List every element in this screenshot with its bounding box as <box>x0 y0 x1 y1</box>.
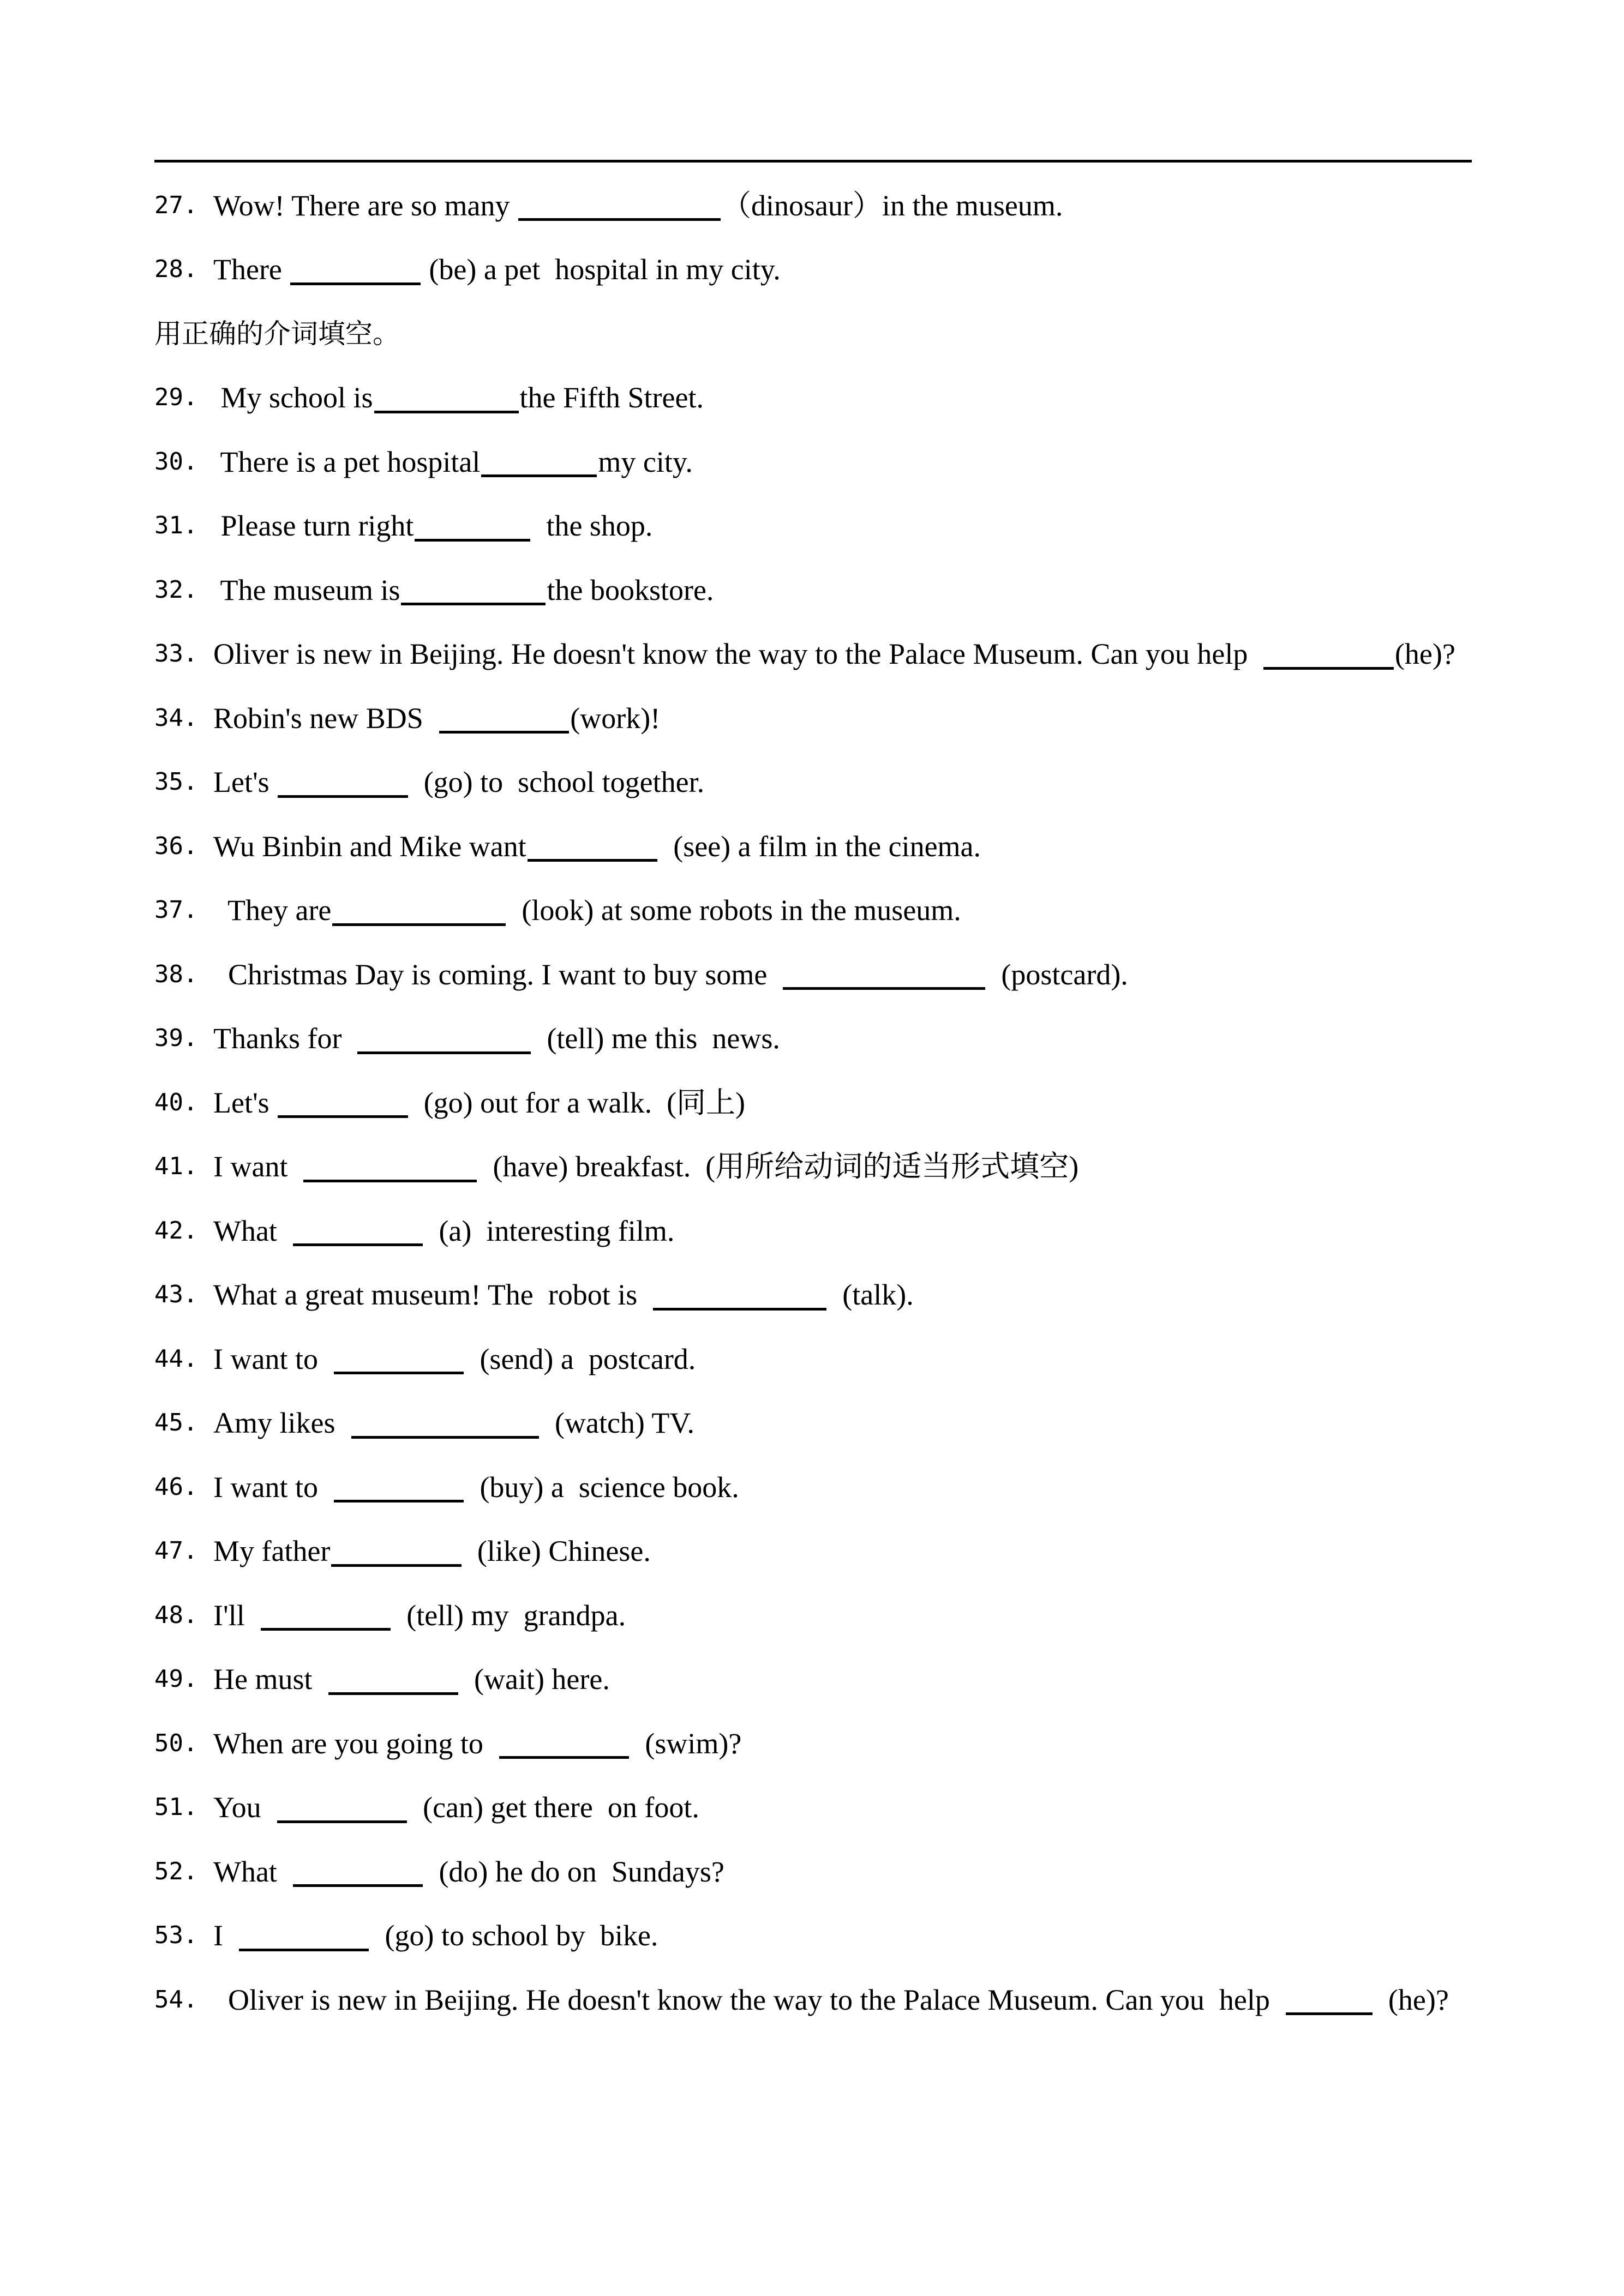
question-number: 41. <box>154 1152 198 1181</box>
question-text-before: Please turn right <box>213 509 414 543</box>
question-number: 46. <box>154 1472 198 1501</box>
question-text-before: What <box>213 1855 292 1888</box>
question-row <box>154 1391 1485 1456</box>
question-number: 49. <box>154 1665 198 1693</box>
question-text-after: the shop. <box>531 509 653 543</box>
question-row <box>154 366 1485 430</box>
question-row <box>154 1776 1485 1840</box>
question-number: 48. <box>154 1601 198 1629</box>
question-row <box>154 1263 1485 1327</box>
question-number: 47. <box>154 1537 198 1565</box>
question-row <box>154 1968 1485 2032</box>
section-heading <box>154 302 1485 366</box>
question-text-after: (do) he do on Sundays? <box>424 1855 724 1888</box>
question-row <box>154 494 1485 558</box>
question-text-after: (can) get there on foot. <box>408 1791 699 1824</box>
answer-blank[interactable] <box>277 1799 408 1823</box>
question-number: 42. <box>154 1216 198 1245</box>
answer-blank[interactable] <box>481 453 597 477</box>
answer-blank[interactable] <box>653 1286 826 1311</box>
question-text-before: There is a pet hospital <box>213 445 481 478</box>
question-text-before: Amy likes <box>213 1407 350 1440</box>
question-text-before: I want <box>213 1150 303 1183</box>
section-heading-text: 用正确的介词填空。 <box>154 317 400 350</box>
question-text-after: the Fifth Street. <box>519 381 704 414</box>
answer-blank[interactable] <box>1263 645 1394 670</box>
question-row <box>154 686 1485 750</box>
question-row <box>154 1648 1485 1712</box>
question-text-before: I want to <box>213 1342 333 1375</box>
answer-blank[interactable] <box>293 1222 423 1246</box>
question-text-before: You <box>213 1791 276 1824</box>
question-text-before: Robin's new BDS <box>213 701 438 735</box>
question-row <box>154 942 1485 1007</box>
question-number: 51. <box>154 1793 198 1822</box>
question-text-after: (talk). <box>828 1278 914 1312</box>
answer-blank[interactable] <box>334 1478 464 1502</box>
question-row <box>154 1840 1485 1904</box>
question-number: 36. <box>154 832 198 860</box>
question-number: 33. <box>154 640 198 668</box>
question-text-before: They are <box>213 894 332 927</box>
question-number: 31. <box>154 512 198 540</box>
question-row <box>154 1135 1485 1199</box>
answer-blank[interactable] <box>261 1606 391 1631</box>
question-text-before: My father <box>213 1535 331 1568</box>
answer-blank[interactable] <box>1286 1991 1373 2015</box>
question-text-before: I <box>213 1919 238 1952</box>
question-number: 50. <box>154 1729 198 1757</box>
answer-blank[interactable] <box>499 1734 630 1759</box>
answer-blank[interactable] <box>290 261 421 285</box>
question-row <box>154 622 1485 687</box>
answer-blank[interactable] <box>783 965 985 990</box>
question-row <box>154 1199 1485 1263</box>
question-number: 37. <box>154 896 198 924</box>
question-text-after: (have) breakfast. (用所给动词的适当形式填空) <box>478 1150 1079 1183</box>
question-text-after: (like) Chinese. <box>462 1535 651 1568</box>
answer-blank[interactable] <box>439 709 570 734</box>
question-number: 44. <box>154 1344 198 1373</box>
question-text-after: (he)? <box>1394 638 1455 671</box>
question-row <box>154 1711 1485 1776</box>
answer-blank[interactable] <box>528 837 658 862</box>
question-text-after: (he)? <box>1373 1983 1449 2016</box>
question-row <box>154 1519 1485 1584</box>
question-text-before: The museum is <box>213 573 400 606</box>
question-row <box>154 558 1485 622</box>
question-text-after: (go) out for a walk. (同上) <box>409 1086 746 1119</box>
question-row <box>154 1455 1485 1519</box>
question-row <box>154 814 1485 879</box>
question-number: 43. <box>154 1281 198 1309</box>
answer-blank[interactable] <box>239 1927 369 1951</box>
question-text-after: my city. <box>598 445 693 478</box>
question-text-after: (buy) a science book. <box>465 1470 739 1504</box>
question-text-before: What a great museum! The robot is <box>213 1278 652 1312</box>
answer-blank[interactable] <box>351 1414 540 1439</box>
question-text-before: Let's <box>213 766 277 799</box>
question-number: 54. <box>154 1985 198 2013</box>
question-number: 30. <box>154 447 198 476</box>
header-rule <box>154 160 1472 163</box>
question-text-after: (go) to school together. <box>409 766 705 799</box>
question-number: 45. <box>154 1409 198 1437</box>
question-text-after: (send) a postcard. <box>465 1342 696 1375</box>
question-text-before: Wu Binbin and Mike want <box>213 830 526 863</box>
question-row <box>154 430 1485 494</box>
question-row <box>154 238 1485 302</box>
question-text-before: Christmas Day is coming. I want to buy some <box>213 958 782 991</box>
question-number: 35. <box>154 768 198 796</box>
answer-blank[interactable] <box>278 773 408 798</box>
answer-blank[interactable] <box>328 1670 459 1695</box>
question-text-before: There <box>213 253 290 286</box>
answer-blank[interactable] <box>334 1350 464 1374</box>
question-number: 32. <box>154 575 198 604</box>
question-text-before: Wow! There are so many <box>213 189 517 222</box>
question-row <box>154 1583 1485 1648</box>
question-text-before: I'll <box>213 1598 260 1632</box>
question-text-after: (a) interesting film. <box>424 1214 675 1247</box>
question-number: 28. <box>154 255 198 284</box>
question-text-after: (work)! <box>570 701 661 735</box>
question-row <box>154 1327 1485 1391</box>
question-row <box>154 750 1485 815</box>
question-text-after: (swim)? <box>630 1727 742 1760</box>
question-text-after: (look) at some robots in the museum. <box>507 894 961 927</box>
question-text-after: (watch) TV. <box>540 1407 694 1440</box>
question-text-after: (wait) here. <box>459 1663 610 1696</box>
question-number: 27. <box>154 191 198 219</box>
answer-blank[interactable] <box>293 1862 423 1887</box>
answer-blank[interactable] <box>401 581 546 605</box>
question-row <box>154 1071 1485 1135</box>
answer-blank[interactable] <box>278 1093 408 1118</box>
question-row <box>154 879 1485 943</box>
question-text-after: (postcard). <box>986 958 1128 991</box>
question-number: 29. <box>154 383 198 412</box>
question-text-before: Oliver is new in Beijing. He doesn't know the way to the Palace Museum. Can you help <box>213 638 1263 671</box>
question-text-before: What <box>213 1214 292 1247</box>
question-text-after: （dinosaur）in the museum. <box>721 189 1063 222</box>
question-text-after: (be) a pet hospital in my city. <box>421 253 781 286</box>
question-number: 52. <box>154 1857 198 1885</box>
question-text-after: (go) to school by bike. <box>370 1919 658 1952</box>
question-text-before: He must <box>213 1663 327 1696</box>
answer-blank[interactable] <box>303 1158 477 1182</box>
question-text-after: the bookstore. <box>547 573 714 606</box>
question-text-before: Let's <box>213 1086 277 1119</box>
question-number: 38. <box>154 960 198 988</box>
answer-blank[interactable] <box>332 901 506 926</box>
question-number: 34. <box>154 704 198 732</box>
answer-blank[interactable] <box>357 1030 531 1054</box>
question-list <box>154 173 1485 2032</box>
answer-blank[interactable] <box>331 1542 462 1567</box>
question-row <box>154 1007 1485 1071</box>
question-text-before: Oliver is new in Beijing. He doesn't know the way to the Palace Museum. Can you help <box>213 1983 1285 2016</box>
answer-blank[interactable] <box>374 389 519 413</box>
question-text-before: Thanks for <box>213 1022 357 1055</box>
question-number: 40. <box>154 1088 198 1116</box>
question-row <box>154 173 1485 238</box>
question-text-before: I want to <box>213 1470 333 1504</box>
question-text-after: (see) a film in the cinema. <box>658 830 981 863</box>
question-text-after: (tell) me this news. <box>532 1022 780 1055</box>
question-text-before: When are you going to <box>213 1727 498 1760</box>
question-number: 53. <box>154 1921 198 1950</box>
question-row <box>154 1904 1485 1968</box>
answer-blank[interactable] <box>518 196 721 221</box>
question-text-before: My school is <box>213 381 373 414</box>
answer-blank[interactable] <box>415 517 530 542</box>
question-number: 39. <box>154 1024 198 1053</box>
question-text-after: (tell) my grandpa. <box>392 1598 626 1632</box>
